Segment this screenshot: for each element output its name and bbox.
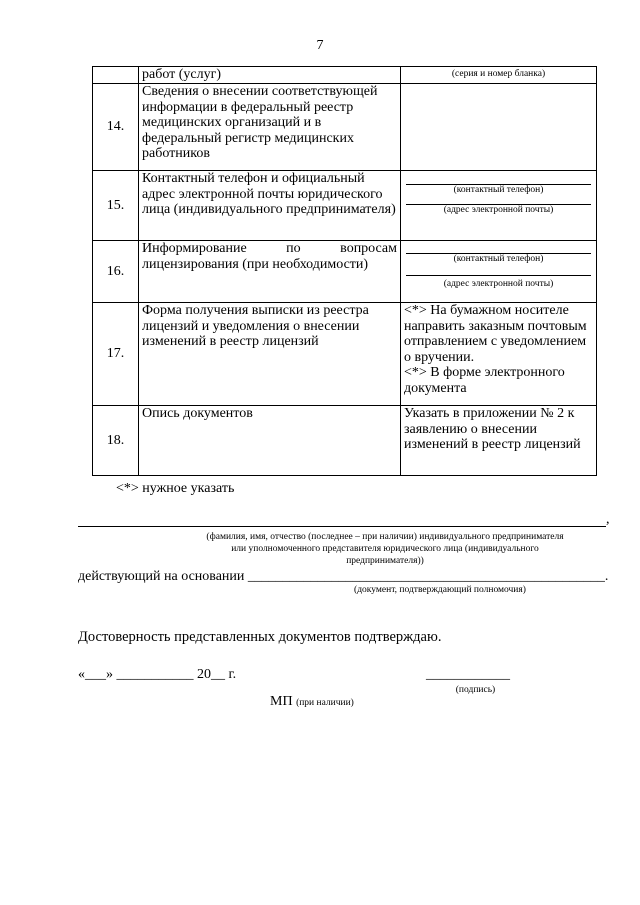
row-name: работ (услуг)	[139, 67, 401, 84]
signer-line-end: ,	[606, 512, 610, 527]
option-electronic[interactable]: <*> В форме электронного документа	[404, 365, 565, 396]
row-name: Сведения о внесении соответствующей информации в федеральный реестр медицинских организаций и в федеральный регистр медицинских работников	[139, 84, 401, 171]
confirm-text: Достоверность представленных документов подтверждаю.	[78, 629, 442, 645]
row-value	[401, 67, 597, 84]
table-row	[93, 241, 597, 303]
row-number: 15.	[93, 171, 139, 241]
row-name: Контактный телефон и официальный адрес электронной почты юридического лица (индивидуального предпринимателя)	[139, 171, 401, 241]
row-name	[139, 241, 401, 303]
row-value: Указать в приложении № 2 к заявлению о внесении изменений в реестр лицензий	[401, 406, 597, 476]
row-number: 16.	[93, 241, 139, 303]
basis-label: действующий на основании ___________________________________________________.	[78, 569, 609, 584]
row-number	[93, 67, 139, 84]
email-caption: (адрес электронной почты)	[443, 205, 554, 215]
table-row	[93, 84, 597, 171]
table-row	[93, 171, 597, 241]
signature-field[interactable]: ____________	[426, 667, 510, 682]
signer-caption: (фамилия, имя, отчество (последнее – при наличии) индивидуального предпринимателя или уполномоченного представителя юридического лица (индивидуального предпринимателя))	[206, 532, 564, 566]
table-row	[93, 67, 597, 84]
page-number: 7	[316, 38, 324, 53]
option-paper[interactable]: <*> На бумажном носителе направить заказным почтовым отправлением с уведомлением о вручении.	[404, 303, 587, 365]
row-name-line: Информирование по вопросам	[142, 241, 397, 256]
application-table	[92, 66, 597, 476]
row-value	[401, 171, 597, 241]
phone-caption: (контактный телефон)	[453, 185, 544, 195]
footnote: <*> нужное указать	[116, 481, 235, 496]
table-row	[93, 303, 597, 406]
table-row	[93, 406, 597, 476]
row-value	[401, 84, 597, 171]
stamp-label	[270, 694, 354, 710]
row-name: Опись документов	[139, 406, 401, 476]
row-number: 17.	[93, 303, 139, 406]
row-value	[401, 241, 597, 303]
email-caption: (адрес электронной почты)	[443, 279, 554, 289]
value-caption: (серия и номер бланка)	[451, 69, 546, 79]
stamp-note: (при наличии)	[296, 698, 354, 708]
row-value	[401, 303, 597, 406]
email-field[interactable]	[406, 275, 591, 276]
row-number: 14.	[93, 84, 139, 171]
signer-name-field[interactable]	[78, 526, 606, 527]
signature-caption: (подпись)	[455, 685, 496, 695]
basis-caption: (документ, подтверждающий полномочия)	[354, 585, 526, 595]
date-field[interactable]: «___» ___________ 20__ г.	[78, 667, 237, 682]
phone-caption: (контактный телефон)	[453, 254, 544, 264]
row-name: Форма получения выписки из реестра лицензий и уведомления о внесении изменений в реестр лицензий	[139, 303, 401, 406]
stamp-mark: МП	[270, 694, 293, 709]
row-name-line: лицензирования (при необходимости)	[142, 256, 369, 272]
row-number: 18.	[93, 406, 139, 476]
